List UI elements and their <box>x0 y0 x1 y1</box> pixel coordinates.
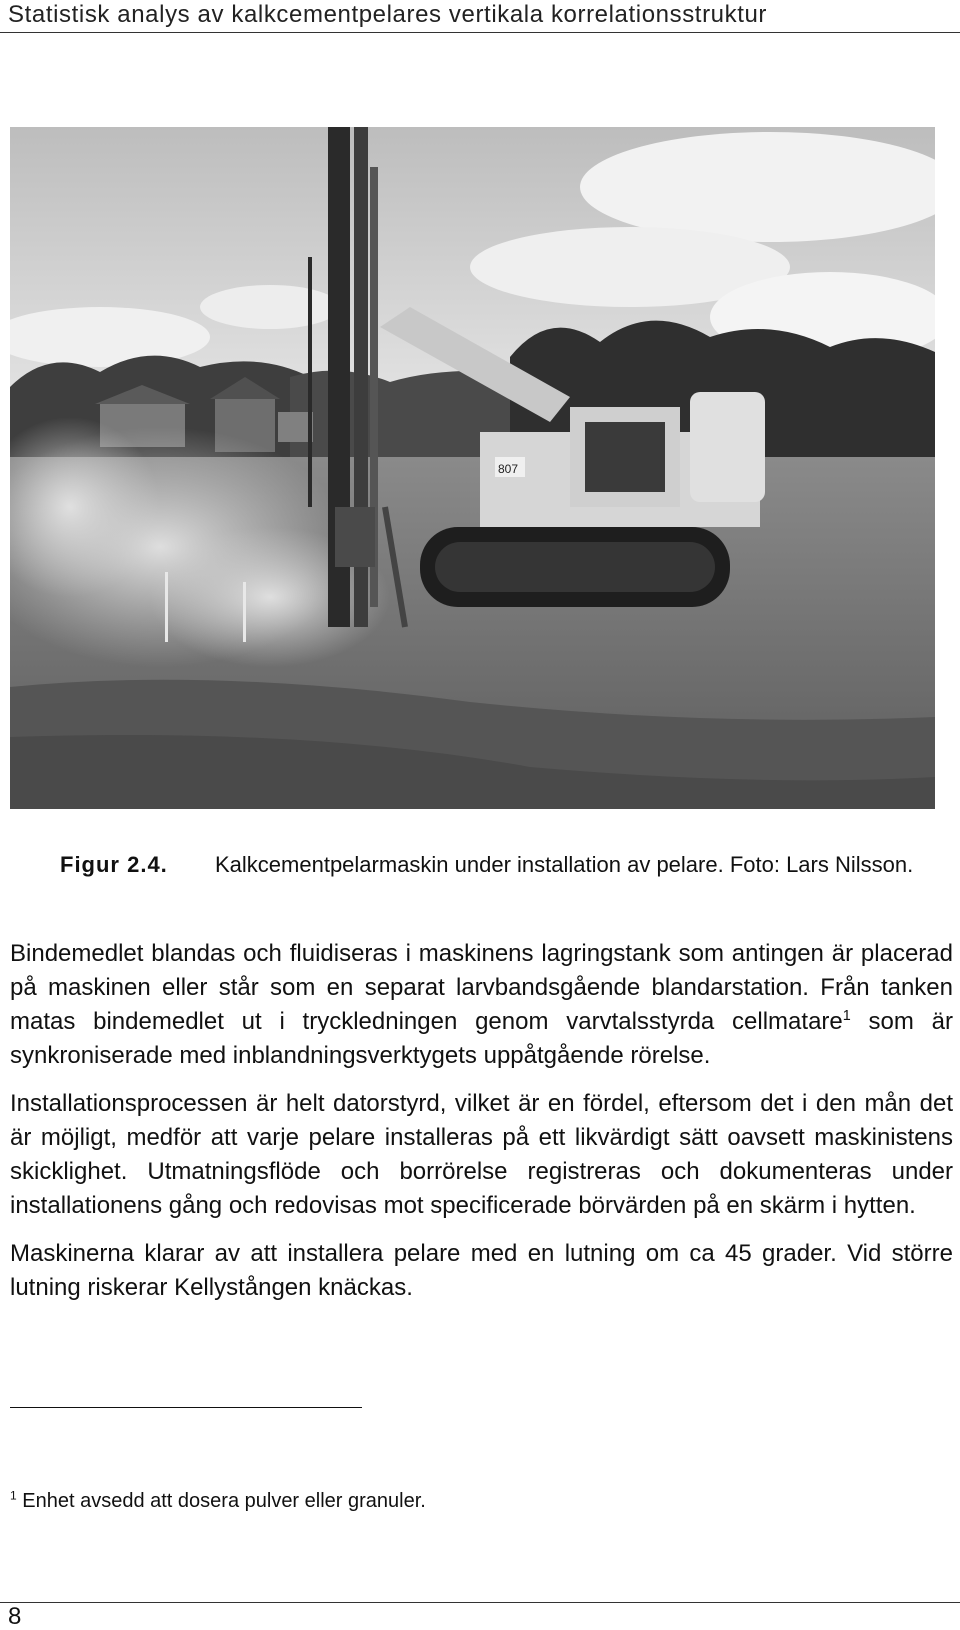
footnote-rule <box>10 1407 362 1408</box>
drilling-rig-photo <box>10 127 935 809</box>
footer-rule <box>0 1602 960 1603</box>
running-title: Statistisk analys av kalkcementpelares vertikala korrelationsstruktur <box>8 1 768 28</box>
paragraph-3: Maskinerna klarar av att installera pelare med en lutning om ca 45 grader. Vid större lutning riskerar Kellystången knäckas. <box>10 1240 953 1301</box>
machine-number: 807 <box>498 462 519 476</box>
footnote-number: 1 <box>10 1488 17 1503</box>
page-number: 8 <box>8 1603 22 1630</box>
figure-label: Figur 2.4. <box>60 852 168 877</box>
paragraph-1 <box>10 937 953 1073</box>
body-text <box>10 937 953 1319</box>
footnote <box>10 1488 426 1514</box>
header-rule <box>0 32 960 33</box>
footnote-reference[interactable]: 1 <box>842 1008 851 1024</box>
figure-photo <box>10 127 935 809</box>
paragraph-1-part-b: som är synkroniserade med inblandningsverktygets uppåtgående rörelse. <box>10 1008 954 1069</box>
footnote-text: Enhet avsedd att dosera pulver eller granuler. <box>22 1490 426 1512</box>
paragraph-2: Installationsprocessen är helt datorstyrd, vilket är en fördel, eftersom det i den mån det är möjligt, medför att varje pelare installeras på ett likvärdigt sätt oavsett maskinistens skicklighet. Utmatningsflöde och borrörelse registreras och dokumenteras under installationens gång och redovisas mot specificerade börvärden på en skärm i hytten. <box>10 1090 953 1219</box>
paragraph-1-part-a: Bindemedlet blandas och fluidiseras i maskinens lagringstank som antingen är placerad på maskinen eller står som en separat larvbandsgående blandarstation. Från tanken matas bindemedlet ut i tryckledningen genom varvtalsstyrda cellmatare <box>10 940 953 1035</box>
figure-caption-text: Kalkcementpelarmaskin under installation av pelare. Foto: Lars Nilsson. <box>215 852 914 877</box>
